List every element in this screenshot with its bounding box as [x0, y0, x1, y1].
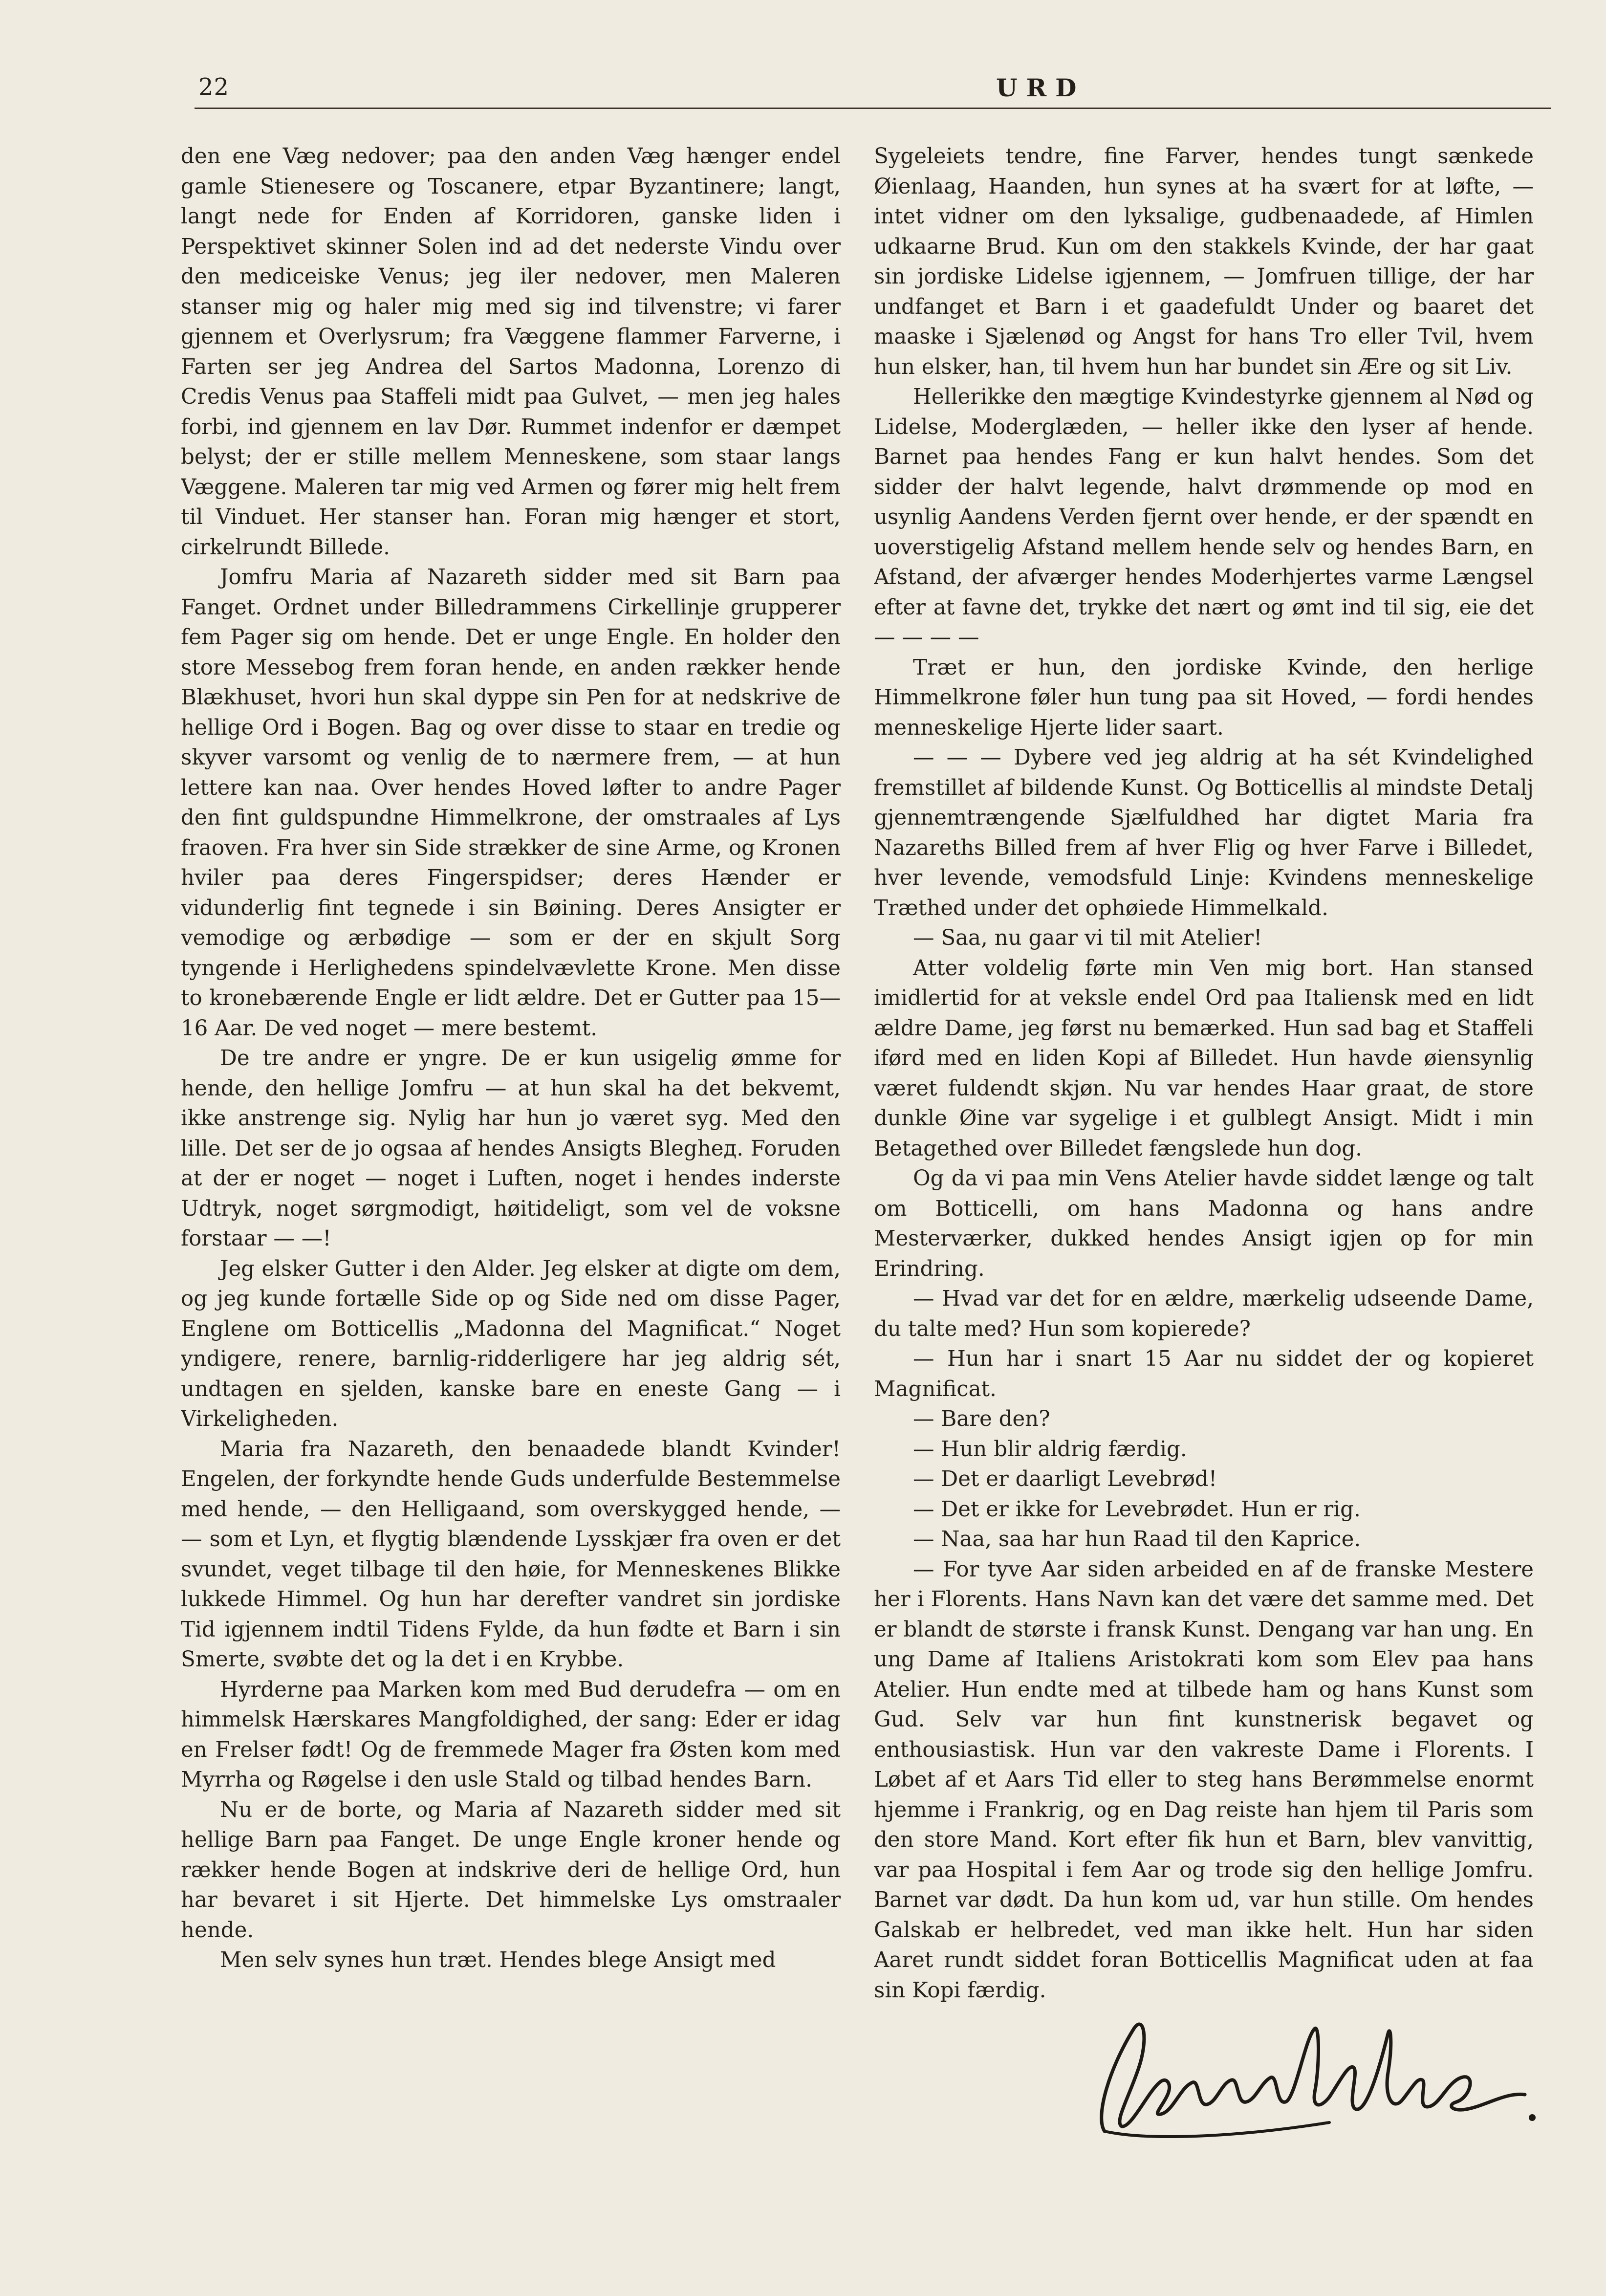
paragraph: — Naa, saa har hun Raad til den Kaprice.	[913, 1527, 1361, 1552]
paragraph: — — — Dybere ved jeg aldrig at ha sét Kvindelighed fremstillet af bildende Kunst. Og Botticellis al mindste Detalj gjennemtrængende Sjælfuldhed har digtet Maria fra Nazareths Billed frem af hver Flig og hver Farve i Billedet, hver levende, vemodsfuld Linje: Kvindens menneskelige Træthed under det ophøiede Himmelkald.	[874, 745, 1534, 920]
paragraph: Maria fra Nazareth, den benaadede blandt Kvinder! Engelen, der forkyndte hende Guds underfulde Bestemmelse med hende, — den Helligaand, som overskygged hende, — — som et Lyn, et flygtig blændende Lysskjær fra oven er det svundet, veget tilbage til den høie, for Menneskenes Blikke lukkede Himmel. Og hun har derefter vandret sin jordiske Tid igjennem indtil Tidens Fylde, da hun fødte et Barn i sin Smerte, svøbte det og la det i en Krybbe.	[181, 1437, 841, 1672]
page-number: 22	[198, 73, 230, 101]
paragraph: Jeg elsker Gutter i den Alder. Jeg elsker at digte om dem, og jeg kunde fortælle Side op og Side ned om disse Pager, Englene om Botticellis „Madonna del Magnificat.“ Noget yndigere, renere, barnlig-ridderligere har jeg aldrig sét, undtagen en sjelden, kanske bare en eneste Gang — i Virkeligheden.	[181, 1256, 841, 1431]
paragraph: Jomfru Maria af Nazareth sidder med sit Barn paa Fanget. Ordnet under Billedrammens Cirkellinje grupperer fem Pager sig om hende. Det er unge Engle. En holder den store Messebog frem foran hende, en anden rækker hende Blækhuset, hvori hun skal dyppe sin Pen for at nedskrive de hellige Ord i Bogen. Bag og over disse to staar en tredie og skyver varsomt og venlig de to nærmere frem, — at hun lettere kan naa. Over hendes Hoved løfter to andre Pager den fint guldspundne Himmelkrone, der omstraales af Lys fraoven. Fra hver sin Side strækker de sine Arme, og Kronen hviler paa deres Fingerspidser; deres Hænder er vidunderlig fint tegnede i sin Bøining. Deres Ansigter er vemodige og ærbødige — som er der en skjult Sorg tyngende i Herlighedens spindelvævlette Krone. Men disse to kronebærende Engle er lidt ældre. Det er Gutter paa 15—16 Aar. De ved noget — mere bestemt.	[181, 565, 841, 1041]
paragraph: — Bare den?	[913, 1407, 1050, 1431]
paragraph: — Hun blir aldrig færdig.	[913, 1437, 1187, 1462]
paragraph: — Saa, nu gaar vi til mit Atelier!	[913, 926, 1262, 950]
paragraph: Nu er de borte, og Maria af Nazareth sidder med sit hellige Barn paa Fanget. De unge Engle kroner hende og rækker hende Bogen at indskrive deri de hellige Ord, hun har bevaret i sit Hjerte. Det himmelske Lys omstraaler hende.	[181, 1797, 841, 1943]
paragraph: — Det er daarligt Levebrød!	[913, 1467, 1217, 1491]
paragraph: — Hvad var det for en ældre, mærkelig udseende Dame, du talte med? Hun som kopierede?	[874, 1287, 1534, 1341]
paragraph: Hellerikke den mægtige Kvindestyrke gjennem al Nød og Lidelse, Moderglæden, — heller ikke den lyser af hende. Barnet paa hendes Fang er kun halvt hendes. Som det sidder der halvt legende, halvt drømmende op mod en usynlig Aandens Verden fjernt over hende, er der spændt en uoverstigelig Afstand mellem hende selv og hendes Barn, en Afstand, der afværger hendes Moderhjertes varme Længsel efter at favne det, trykke det nært og ømt ind til sig, eie det — — — —	[874, 385, 1534, 650]
paragraph: Sygeleiets tendre, fine Farver, hendes tungt sænkede Øienlaag, Haanden, hun synes at ha svært for at løfte, — intet vidner om den lyksalige, gudbenaadede, af Himlen udkaarne Brud. Kun om den stakkels Kvinde, der har gaat sin jordiske Lidelse igjennem, — Jomfruen tillige, der har undfanget et Barn i et gaadefuldt Under og baaret det maaske i Sjælenød og Angst for hans Tro eller Tvil, hvem hun elsker, han, til hvem hun har bundet sin Ære og sit Liv.	[874, 144, 1534, 379]
journal-title: URD	[996, 73, 1085, 102]
paragraph: den ene Væg nedover; paa den anden Væg hænger endel gamle Stienesere og Toscanere, etpar Byzantinere; langt, langt nede for Enden af Korridoren, ganske liden i Perspektivet skinner Solen ind ad det nederste Vindu over den mediceiske Venus; jeg iler nedover, men Maleren stanser mig og haler mig med sig ind tilvenstre; vi farer gjennem et Overlysrum; fra Væggene flammer Farverne, i Farten ser jeg Andrea del Sartos Madonna, Lorenzo di Credis Venus paa Staffeli midt paa Gulvet, — men jeg hales forbi, ind gjennem en lav Dør. Rummet indenfor er dæmpet belyst; der er stille mellem Menneskene, som staar langs Væggene. Maleren tar mig ved Armen og fører mig helt frem til Vinduet. Her stanser han. Foran mig hænger et stort, cirkelrundt Billede.	[181, 144, 841, 560]
page-header	[186, 73, 1554, 108]
left-column	[181, 142, 841, 2077]
paragraph: Træt er hun, den jordiske Kvinde, den herlige Himmelkrone føler hun tung paa sit Hoved, — fordi hendes menneskelige Hjerte lider saart.	[874, 655, 1534, 740]
paragraph: — Det er ikke for Levebrødet. Hun er rig.	[913, 1497, 1361, 1522]
paragraph: — Hun har i snart 15 Aar nu siddet der og kopieret Magnificat.	[874, 1347, 1534, 1401]
paragraph: De tre andre er yngre. De er kun usigelig ømme for hende, den hellige Jomfru — at hun skal ha det bekvemt, ikke anstrenge sig. Nylig har hun jo været syg. Med den lille. Det ser de jo ogsaa af hendes Ansigts Blegheд. Foruden at der er noget — noget i Luften, noget i hendes inderste Udtryk, noget sørgmodigt, høitideligt, som vel de voksne forstaar — —!	[181, 1046, 841, 1251]
paragraph: Men selv synes hun træt. Hendes blege Ansigt med	[220, 1948, 776, 1972]
right-column	[874, 142, 1534, 2077]
paragraph: Atter voldelig førte min Ven mig bort. Han stansed imidlertid for at veksle endel Ord paa Italiensk med en lidt ældre Dame, jeg først nu bemærked. Hun sad bag et Staffeli iførd med en liden Kopi af Billedet. Hun havde øiensynlig været fuldendt skjøn. Nu var hendes Haar graat, de store dunkle Øine var sygelige i et gulblegt Ansigt. Midt i min Betagethed over Billedet fængslede hun dog.	[874, 956, 1534, 1161]
paragraph: — For tyve Aar siden arbeided en af de franske Mestere her i Florents. Hans Navn kan det være det samme med. Det er blandt de største i fransk Kunst. Dengang var han ung. En ung Dame af Italiens Aristokrati kom som Elev paa hans Atelier. Hun endte med at tilbede ham og hans Kunst som Gud. Selv var hun fint kunstnerisk begavet og enthousiastisk. Hun var den vakreste Dame i Florents. I Løbet af et Aars Tid eller to steg hans Berømmelse enormt hjemme i Frankrig, og en Dag reiste han hjem til Paris som den store Mand. Kort efter fik hun et Barn, blev vanvittig, var paa Hospital i fem Aar og trode sig den hellige Jomfru. Barnet var dødt. Da hun kom ud, var hun stille. Om hendes Galskab er helbredet, ved man ikke helt. Hun har siden Aaret rundt siddet foran Botticellis Magnificat uden at faa sin Kopi færdig.	[874, 1557, 1534, 2003]
header-rule	[195, 108, 1551, 109]
paragraph: Hyrderne paa Marken kom med Bud derudefra — om en himmelsk Hærskares Mangfoldighed, der sang: Eder er idag en Frelser født! Og de fremmede Mager fra Østen kom med Myrrha og Røgelse i den usle Stald og tilbad hendes Barn.	[181, 1677, 841, 1792]
paragraph: Og da vi paa min Vens Atelier havde siddet længe og talt om Botticelli, om hans Madonna og hans andre Mesterværker, dukked hendes Ansigt igjen op for min Erindring.	[874, 1166, 1534, 1281]
author-signature	[1075, 2009, 1544, 2151]
